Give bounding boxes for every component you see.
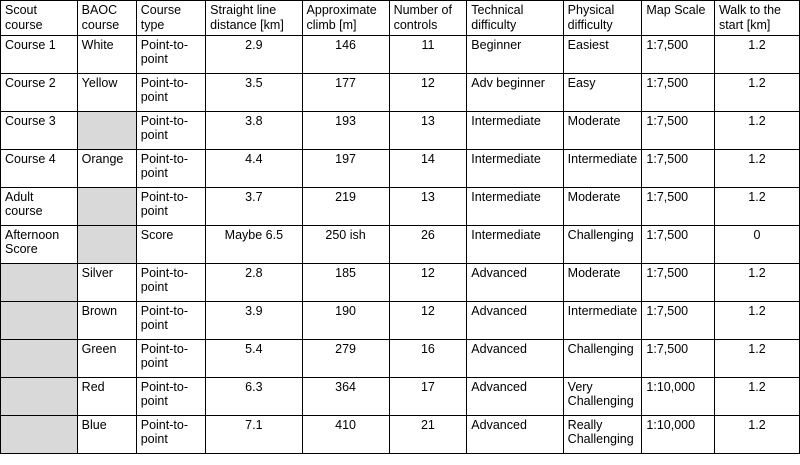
cell-physical: Challenging: [563, 225, 642, 263]
cell-walk: 1.2: [714, 263, 799, 301]
cell-course-type: Point-to-point: [136, 415, 205, 453]
cell-baoc-course: Blue: [77, 415, 136, 453]
cell-climb: 146: [302, 35, 389, 73]
cell-course-type: Point-to-point: [136, 377, 205, 415]
cell-baoc-course: [77, 187, 136, 225]
cell-distance: 4.4: [206, 149, 302, 187]
cell-walk: 1.2: [714, 149, 799, 187]
cell-walk: 0: [714, 225, 799, 263]
column-header-physical-difficulty: Physical difficulty: [563, 1, 642, 36]
cell-physical: Very Challenging: [563, 377, 642, 415]
cell-controls: 12: [389, 263, 467, 301]
cell-distance: 6.3: [206, 377, 302, 415]
cell-climb: 219: [302, 187, 389, 225]
cell-climb: 185: [302, 263, 389, 301]
cell-technical: Advanced: [467, 339, 563, 377]
cell-climb: 190: [302, 301, 389, 339]
cell-scout-course: Course 2: [1, 73, 78, 111]
cell-baoc-course: [77, 111, 136, 149]
cell-scout-course: Course 4: [1, 149, 78, 187]
cell-scout-course: [1, 301, 78, 339]
cell-climb: 193: [302, 111, 389, 149]
cell-controls: 13: [389, 187, 467, 225]
column-header-number-of-controls: Number of controls: [389, 1, 467, 36]
cell-distance: 3.5: [206, 73, 302, 111]
cell-controls: 17: [389, 377, 467, 415]
cell-map-scale: 1:7,500: [642, 301, 715, 339]
cell-climb: 197: [302, 149, 389, 187]
cell-physical: Intermediate: [563, 149, 642, 187]
cell-physical: Easiest: [563, 35, 642, 73]
table-body: [1, 35, 800, 453]
cell-map-scale: 1:7,500: [642, 149, 715, 187]
cell-course-type: Point-to-point: [136, 73, 205, 111]
cell-controls: 11: [389, 35, 467, 73]
cell-course-type: Score: [136, 225, 205, 263]
cell-distance: Maybe 6.5: [206, 225, 302, 263]
cell-controls: 16: [389, 339, 467, 377]
cell-map-scale: 1:7,500: [642, 35, 715, 73]
cell-course-type: Point-to-point: [136, 187, 205, 225]
cell-physical: Easy: [563, 73, 642, 111]
cell-climb: 410: [302, 415, 389, 453]
cell-map-scale: 1:7,500: [642, 263, 715, 301]
cell-distance: 5.4: [206, 339, 302, 377]
table-row: [1, 263, 800, 301]
column-header-straight-line-distance: Straight line distance [km]: [206, 1, 302, 36]
table-row: [1, 35, 800, 73]
cell-controls: 21: [389, 415, 467, 453]
cell-technical: Adv beginner: [467, 73, 563, 111]
cell-scout-course: [1, 263, 78, 301]
cell-technical: Advanced: [467, 263, 563, 301]
cell-distance: 7.1: [206, 415, 302, 453]
column-header-approximate-climb: Approximate climb [m]: [302, 1, 389, 36]
cell-scout-course: [1, 339, 78, 377]
cell-distance: 2.8: [206, 263, 302, 301]
cell-controls: 14: [389, 149, 467, 187]
table-row: [1, 377, 800, 415]
cell-course-type: Point-to-point: [136, 149, 205, 187]
cell-scout-course: Adult course: [1, 187, 78, 225]
cell-map-scale: 1:7,500: [642, 73, 715, 111]
cell-map-scale: 1:7,500: [642, 225, 715, 263]
cell-controls: 26: [389, 225, 467, 263]
table-row: [1, 73, 800, 111]
cell-walk: 1.2: [714, 415, 799, 453]
table-header: [1, 1, 800, 36]
table-row: [1, 339, 800, 377]
column-header-map-scale: Map Scale: [642, 1, 715, 36]
cell-walk: 1.2: [714, 111, 799, 149]
cell-controls: 12: [389, 301, 467, 339]
cell-course-type: Point-to-point: [136, 301, 205, 339]
cell-technical: Advanced: [467, 301, 563, 339]
cell-scout-course: Course 3: [1, 111, 78, 149]
cell-physical: Moderate: [563, 111, 642, 149]
cell-technical: Beginner: [467, 35, 563, 73]
cell-technical: Intermediate: [467, 225, 563, 263]
cell-scout-course: [1, 415, 78, 453]
cell-course-type: Point-to-point: [136, 111, 205, 149]
cell-physical: Intermediate: [563, 301, 642, 339]
cell-climb: 279: [302, 339, 389, 377]
cell-baoc-course: Silver: [77, 263, 136, 301]
cell-map-scale: 1:10,000: [642, 377, 715, 415]
table-row: [1, 415, 800, 453]
column-header-technical-difficulty: Technical difficulty: [467, 1, 563, 36]
header-row: [1, 1, 800, 36]
cell-baoc-course: [77, 225, 136, 263]
column-header-baoc-course: BAOC course: [77, 1, 136, 36]
cell-baoc-course: White: [77, 35, 136, 73]
cell-map-scale: 1:7,500: [642, 187, 715, 225]
cell-baoc-course: Brown: [77, 301, 136, 339]
cell-scout-course: [1, 377, 78, 415]
cell-scout-course: Afternoon Score: [1, 225, 78, 263]
cell-map-scale: 1:7,500: [642, 111, 715, 149]
cell-walk: 1.2: [714, 73, 799, 111]
table-row: [1, 149, 800, 187]
cell-physical: Challenging: [563, 339, 642, 377]
cell-climb: 250 ish: [302, 225, 389, 263]
cell-course-type: Point-to-point: [136, 35, 205, 73]
cell-walk: 1.2: [714, 35, 799, 73]
cell-walk: 1.2: [714, 301, 799, 339]
cell-baoc-course: Red: [77, 377, 136, 415]
cell-physical: Moderate: [563, 187, 642, 225]
cell-map-scale: 1:10,000: [642, 415, 715, 453]
cell-controls: 12: [389, 73, 467, 111]
cell-technical: Advanced: [467, 415, 563, 453]
cell-walk: 1.2: [714, 339, 799, 377]
column-header-scout-course: Scout course: [1, 1, 78, 36]
table-row: [1, 111, 800, 149]
cell-distance: 3.8: [206, 111, 302, 149]
table-row: [1, 301, 800, 339]
cell-walk: 1.2: [714, 187, 799, 225]
cell-course-type: Point-to-point: [136, 339, 205, 377]
cell-baoc-course: Green: [77, 339, 136, 377]
cell-baoc-course: Yellow: [77, 73, 136, 111]
cell-distance: 2.9: [206, 35, 302, 73]
cell-controls: 13: [389, 111, 467, 149]
cell-distance: 3.9: [206, 301, 302, 339]
cell-technical: Intermediate: [467, 111, 563, 149]
cell-climb: 177: [302, 73, 389, 111]
cell-course-type: Point-to-point: [136, 263, 205, 301]
cell-distance: 3.7: [206, 187, 302, 225]
table-row: [1, 187, 800, 225]
cell-physical: Really Challenging: [563, 415, 642, 453]
cell-technical: Advanced: [467, 377, 563, 415]
cell-scout-course: Course 1: [1, 35, 78, 73]
cell-climb: 364: [302, 377, 389, 415]
cell-baoc-course: Orange: [77, 149, 136, 187]
cell-walk: 1.2: [714, 377, 799, 415]
table-row: [1, 225, 800, 263]
column-header-walk-to-start: Walk to the start [km]: [714, 1, 799, 36]
cell-technical: Intermediate: [467, 149, 563, 187]
cell-map-scale: 1:7,500: [642, 339, 715, 377]
cell-technical: Intermediate: [467, 187, 563, 225]
column-header-course-type: Course type: [136, 1, 205, 36]
cell-physical: Moderate: [563, 263, 642, 301]
